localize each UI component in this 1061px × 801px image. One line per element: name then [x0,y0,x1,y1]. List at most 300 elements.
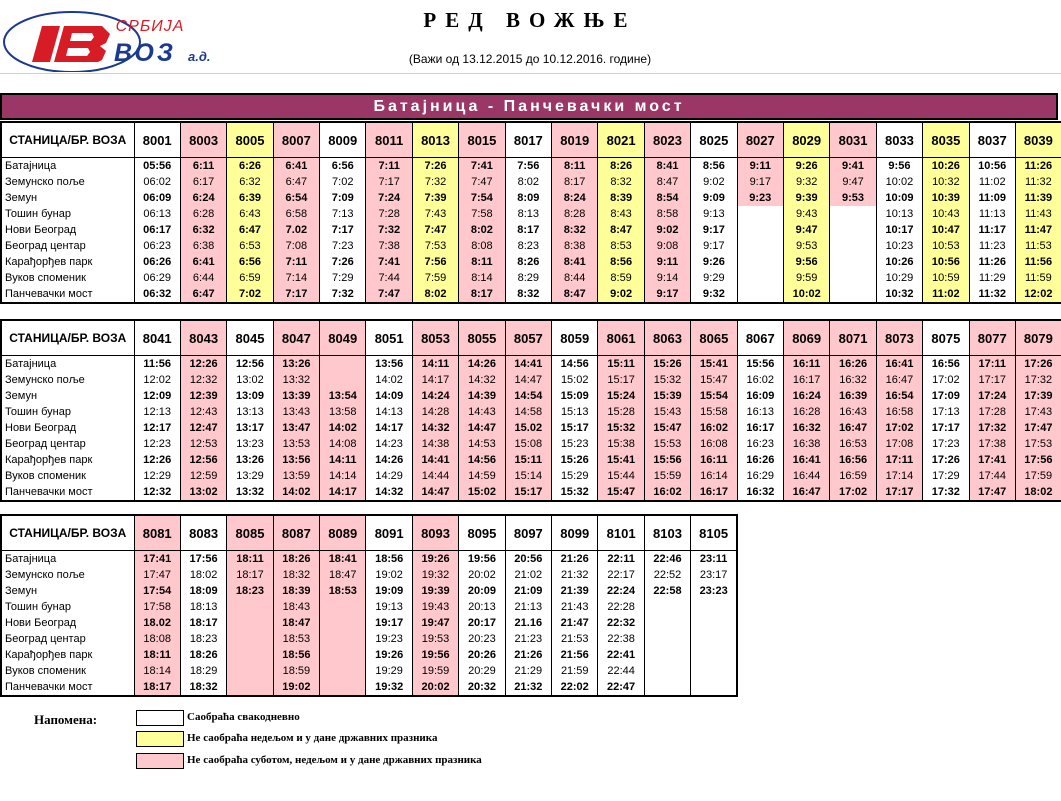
departure-time [320,599,366,615]
departure-time [737,286,783,303]
departure-time: 17:17 [969,372,1015,388]
table-row [1,452,1061,468]
departure-time: 8:54 [644,190,690,206]
departure-time: 10:02 [876,174,922,190]
departure-time: 14:59 [459,468,505,484]
departure-time [691,615,737,631]
departure-time [644,615,690,631]
departure-time: 17:24 [969,388,1015,404]
departure-time: 18:17 [134,679,180,696]
train-number-header: 8045 [227,320,273,356]
departure-time: 19:47 [412,615,458,631]
departure-time: 9:14 [644,270,690,286]
departure-time: 22:38 [598,631,644,647]
station-name: Панчевачки мост [1,286,134,303]
train-number-header: 8015 [459,122,505,158]
departure-time: 17:32 [969,420,1015,436]
departure-time: 05:56 [134,158,180,175]
departure-time: 9:17 [644,286,690,303]
train-number-header: 8077 [969,320,1015,356]
departure-time: 22:17 [598,567,644,583]
departure-time: 15:02 [459,484,505,501]
departure-time [830,222,876,238]
departure-time: 13:09 [227,388,273,404]
departure-time: 8:17 [459,286,505,303]
station-name: Земунско поље [1,567,134,583]
departure-time: 10:32 [876,286,922,303]
departure-time: 8:02 [412,286,458,303]
departure-time: 6:43 [227,206,273,222]
departure-time: 7:47 [459,174,505,190]
departure-time: 6:11 [180,158,226,175]
departure-time: 9:56 [876,158,922,175]
train-number-header: 8095 [459,515,505,551]
departure-time: 10:47 [923,222,969,238]
departure-time: 9:02 [598,286,644,303]
train-number-header: 8069 [783,320,829,356]
departure-time: 7:17 [366,174,412,190]
departure-time: 18:26 [273,551,319,568]
departure-time: 15:47 [644,420,690,436]
station-name: Тошин бунар [1,404,134,420]
station-name: Земунско поље [1,174,134,190]
departure-time: 19:43 [412,599,458,615]
train-number-header: 8041 [134,320,180,356]
departure-time: 12:23 [134,436,180,452]
departure-time: 6:44 [180,270,226,286]
departure-time: 16:58 [876,404,922,420]
departure-time: 13:32 [227,484,273,501]
train-number-header: 8057 [505,320,551,356]
train-number-header: 8025 [691,122,737,158]
departure-time: 15:43 [644,404,690,420]
departure-time: 10:09 [876,190,922,206]
departure-time: 8:41 [644,158,690,175]
departure-time: 18:32 [273,567,319,583]
departure-time: 6:47 [227,222,273,238]
departure-time: 17:44 [969,468,1015,484]
departure-time: 13:32 [273,372,319,388]
train-number-header: 8067 [737,320,783,356]
departure-time: 20:13 [459,599,505,615]
departure-time: 14:39 [459,388,505,404]
departure-time: 6:47 [180,286,226,303]
departure-time: 14:44 [412,468,458,484]
table-row [1,567,737,583]
table-row [1,356,1061,373]
departure-time: 18:26 [180,647,226,663]
departure-time: 15:41 [691,356,737,373]
departure-time: 16:14 [691,468,737,484]
departure-time: 15:26 [552,452,598,468]
departure-time [644,647,690,663]
departure-time: 12:59 [180,468,226,484]
departure-time [691,631,737,647]
train-number-header: 8089 [320,515,366,551]
train-number-header: 8007 [273,122,319,158]
departure-time: 22:28 [598,599,644,615]
departure-time: 18:59 [273,663,319,679]
departure-time: 18.02 [134,615,180,631]
departure-time [320,647,366,663]
departure-time: 7:09 [320,190,366,206]
departure-time: 17:26 [923,452,969,468]
departure-time: 21:09 [505,583,551,599]
table-row [1,663,737,679]
train-number-header: 8021 [598,122,644,158]
departure-time: 11:26 [969,254,1015,270]
departure-time: 8:28 [552,206,598,222]
departure-time: 14:11 [412,356,458,373]
departure-time: 21:59 [552,663,598,679]
departure-time: 11:47 [1015,222,1061,238]
departure-time: 16:47 [830,420,876,436]
departure-time: 14:56 [552,356,598,373]
departure-time: 6:24 [180,190,226,206]
departure-time: 16:47 [876,372,922,388]
departure-time: 17:32 [923,484,969,501]
departure-time [320,615,366,631]
departure-time: 16:56 [923,356,969,373]
train-number-header: 8035 [923,122,969,158]
departure-time: 8:26 [598,158,644,175]
departure-time: 7:32 [320,286,366,303]
train-number-header: 8019 [552,122,598,158]
logo-suffix: а.д. [188,49,211,64]
departure-time [227,631,273,647]
legend-label: Напомена: [34,712,98,727]
departure-time: 15:32 [644,372,690,388]
departure-time: 19:13 [366,599,412,615]
departure-time: 14:47 [459,420,505,436]
departure-time [737,270,783,286]
departure-time: 19:26 [412,551,458,568]
departure-time [830,254,876,270]
departure-time: 15:17 [505,484,551,501]
departure-time: 7:23 [320,238,366,254]
departure-time: 7:24 [366,190,412,206]
departure-time: 06:32 [134,286,180,303]
table-row [1,679,737,696]
departure-time: 21:29 [505,663,551,679]
validity-period: (Важи од 13.12.2015 до 10.12.2016. године) [408,52,652,66]
departure-time: 18:29 [180,663,226,679]
train-number-header: 8031 [830,122,876,158]
departure-time: 23:11 [691,551,737,568]
departure-time: 8:17 [552,174,598,190]
departure-time: 21:13 [505,599,551,615]
departure-time: 7:13 [320,206,366,222]
departure-time: 15:11 [505,452,551,468]
departure-time: 14:26 [459,356,505,373]
train-number-header: 8083 [180,515,226,551]
departure-time: 11:32 [969,286,1015,303]
departure-time: 9:26 [783,158,829,175]
legend-swatch-daily [136,710,184,726]
departure-time: 9:08 [644,238,690,254]
table-row [1,404,1061,420]
departure-time: 14:02 [366,372,412,388]
train-number-header: 8085 [227,515,273,551]
departure-time: 7:41 [366,254,412,270]
departure-time: 17:56 [1015,452,1061,468]
departure-time [691,647,737,663]
departure-time [737,222,783,238]
departure-time: 7:32 [366,222,412,238]
departure-time: 7:44 [366,270,412,286]
departure-time: 9:09 [691,190,737,206]
departure-time [830,206,876,222]
departure-time: 15:54 [691,388,737,404]
departure-time [691,599,737,615]
departure-time: 15:14 [505,468,551,484]
departure-time: 21:56 [552,647,598,663]
departure-time [320,631,366,647]
departure-time [227,647,273,663]
departure-time: 9:59 [783,270,829,286]
departure-time: 7:14 [273,270,319,286]
departure-time: 14:38 [412,436,458,452]
departure-time: 7:02 [320,174,366,190]
departure-time [227,615,273,631]
departure-time: 16:24 [783,388,829,404]
departure-time: 17:29 [923,468,969,484]
departure-time: 8:53 [598,238,644,254]
station-name: Земунско поље [1,372,134,388]
departure-time: 13:59 [273,468,319,484]
departure-time: 7:32 [412,174,458,190]
departure-time: 15:47 [598,484,644,501]
departure-time: 06:09 [134,190,180,206]
departure-time: 9:41 [830,158,876,175]
departure-time: 7:38 [366,238,412,254]
legend-swatch-no-weekend [136,753,184,769]
table-row [1,583,737,599]
table-row [1,436,1061,452]
departure-time: 8:43 [598,206,644,222]
station-name: Београд центар [1,631,134,647]
train-number-header: 8053 [412,320,458,356]
departure-time: 11:39 [1015,190,1061,206]
departure-time: 17:17 [876,484,922,501]
departure-time: 17:41 [969,452,1015,468]
departure-time: 14:17 [412,372,458,388]
departure-time: 16:02 [691,420,737,436]
departure-time: 8:13 [505,206,551,222]
departure-time: 14:47 [505,372,551,388]
departure-time [320,372,366,388]
train-number-header: 8023 [644,122,690,158]
departure-time: 16:59 [830,468,876,484]
departure-time: 6:41 [180,254,226,270]
departure-time [644,663,690,679]
train-number-header: 8011 [366,122,412,158]
departure-time: 13:58 [320,404,366,420]
table-row [1,388,1061,404]
station-name: Панчевачки мост [1,679,134,696]
departure-time: 7:41 [459,158,505,175]
departure-time: 14:09 [366,388,412,404]
departure-time: 16:29 [737,468,783,484]
departure-time: 7:28 [366,206,412,222]
table-row [1,286,1061,303]
departure-time: 7.02 [273,222,319,238]
departure-time: 7:54 [459,190,505,206]
departure-time: 8:23 [505,238,551,254]
departure-time: 18:32 [180,679,226,696]
departure-time: 8:39 [598,190,644,206]
legend-text-daily: Саобраћа свакодневно [187,711,300,723]
departure-time: 17:47 [1015,420,1061,436]
train-number-header: 8081 [134,515,180,551]
station-name: Вуков споменик [1,468,134,484]
departure-time: 10:23 [876,238,922,254]
route-title-bar: Батајница - Панчевачки мост [0,93,1058,120]
station-name: Батајница [1,551,134,568]
timetable-block-1 [0,121,1061,304]
train-number-header: 8047 [273,320,319,356]
departure-time: 15:08 [505,436,551,452]
departure-time: 10:53 [923,238,969,254]
departure-time: 10:02 [783,286,829,303]
departure-time: 21:26 [505,647,551,663]
departure-time: 16:02 [737,372,783,388]
departure-time: 16:11 [691,452,737,468]
departure-time: 9:32 [691,286,737,303]
departure-time: 14:17 [320,484,366,501]
train-number-header: 8061 [598,320,644,356]
departure-time: 15:09 [552,388,598,404]
departure-time: 15:11 [598,356,644,373]
departure-time: 16:43 [830,404,876,420]
departure-time: 11:17 [969,222,1015,238]
departure-time: 16:08 [691,436,737,452]
departure-time: 6:47 [273,174,319,190]
departure-time: 10:32 [923,174,969,190]
departure-time: 15:59 [644,468,690,484]
departure-time: 18:23 [180,631,226,647]
departure-time: 18:39 [273,583,319,599]
departure-time: 12:56 [227,356,273,373]
departure-time: 14:47 [412,484,458,501]
table-row [1,647,737,663]
departure-time: 10:26 [876,254,922,270]
departure-time: 18:02 [1015,484,1061,501]
departure-time: 7:11 [366,158,412,175]
train-number-header: 8013 [412,122,458,158]
departure-time: 6:39 [227,190,273,206]
station-name: Нови Београд [1,420,134,436]
departure-time: 22:52 [644,567,690,583]
train-number-header: 8099 [552,515,598,551]
departure-time: 9:11 [737,158,783,175]
timetable-block-3 [0,514,738,697]
departure-time: 14:56 [459,452,505,468]
departure-time: 19:09 [366,583,412,599]
departure-time: 17:59 [1015,468,1061,484]
departure-time: 7:58 [459,206,505,222]
departure-time: 19:32 [412,567,458,583]
departure-time: 7:53 [412,238,458,254]
departure-time: 6:53 [227,238,273,254]
departure-time: 12:47 [180,420,226,436]
departure-time: 19:29 [366,663,412,679]
table-row [1,468,1061,484]
station-name: Вуков споменик [1,663,134,679]
departure-time: 20:29 [459,663,505,679]
departure-time: 6:32 [227,174,273,190]
table-row [1,270,1061,286]
departure-time: 9:53 [783,238,829,254]
station-column-header: СТАНИЦА/БР. ВОЗА [1,122,134,158]
departure-time: 8:09 [505,190,551,206]
departure-time: 11:09 [969,190,1015,206]
departure-time: 19:59 [412,663,458,679]
departure-time [644,599,690,615]
departure-time: 15:23 [552,436,598,452]
train-number-header: 8091 [366,515,412,551]
departure-time: 6:56 [320,158,366,175]
departure-time: 10:26 [923,158,969,175]
departure-time: 14:23 [366,436,412,452]
departure-time: 14:17 [366,420,412,436]
departure-time: 20:56 [505,551,551,568]
timetable-block-2 [0,319,1061,502]
departure-time: 15:41 [598,452,644,468]
departure-time: 16:54 [876,388,922,404]
departure-time: 13:39 [273,388,319,404]
train-number-header: 8029 [783,122,829,158]
departure-time: 13:54 [320,388,366,404]
departure-time: 14:41 [505,356,551,373]
table-row [1,615,737,631]
departure-time: 6:32 [180,222,226,238]
departure-time [830,286,876,303]
train-number-header: 8005 [227,122,273,158]
departure-time: 20:02 [412,679,458,696]
departure-time: 9:43 [783,206,829,222]
departure-time: 7:26 [412,158,458,175]
train-number-header: 8055 [459,320,505,356]
train-number-header: 8105 [691,515,737,551]
station-name: Карађорђев парк [1,452,134,468]
departure-time: 10:39 [923,190,969,206]
departure-time: 8:47 [644,174,690,190]
departure-time: 17:47 [134,567,180,583]
departure-time: 17:09 [923,388,969,404]
departure-time: 8:29 [505,270,551,286]
departure-time: 18:08 [134,631,180,647]
departure-time: 7:17 [320,222,366,238]
departure-time: 13:29 [227,468,273,484]
departure-time: 12:32 [134,484,180,501]
departure-time: 14:08 [320,436,366,452]
departure-time: 15:38 [598,436,644,452]
departure-time: 9:26 [691,254,737,270]
departure-time: 9:47 [830,174,876,190]
departure-time: 15:58 [691,404,737,420]
departure-time: 7:56 [412,254,458,270]
table-row [1,420,1061,436]
departure-time: 10:17 [876,222,922,238]
departure-time: 18:09 [180,583,226,599]
departure-time: 8:41 [552,254,598,270]
train-number-header: 8071 [830,320,876,356]
table-row [1,158,1061,175]
departure-time: 6:54 [273,190,319,206]
station-name: Нови Београд [1,615,134,631]
departure-time: 17:41 [134,551,180,568]
